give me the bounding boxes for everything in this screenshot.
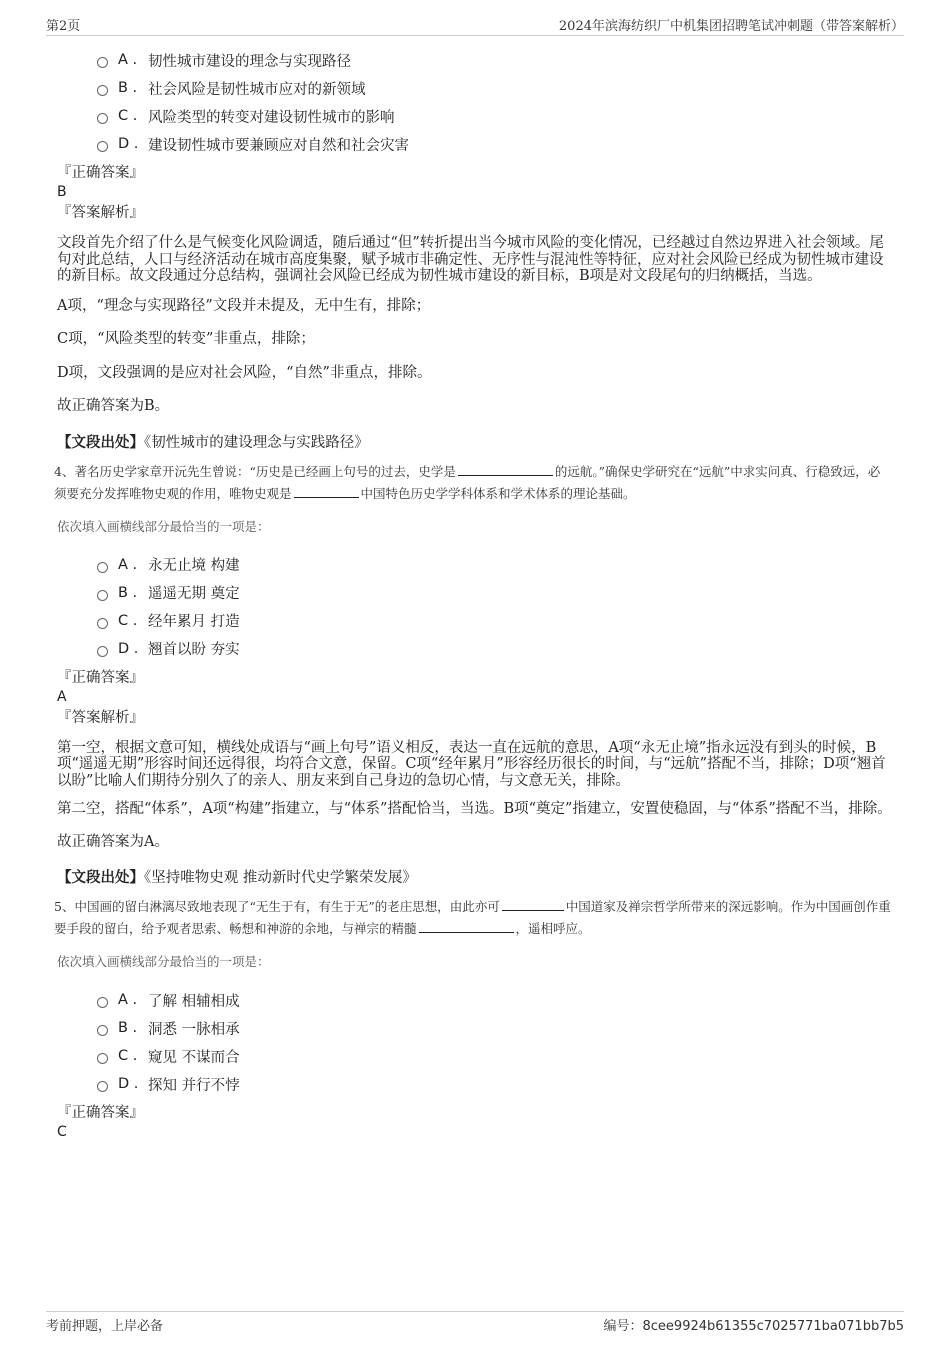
option-letter: A . — [118, 556, 138, 573]
q3-option-c[interactable] — [97, 102, 892, 130]
q4-options — [97, 551, 892, 663]
q5-blank-1 — [502, 896, 564, 911]
q4-option-d[interactable] — [97, 635, 892, 663]
option-text: 韧性城市建设的理念与实现路径 — [148, 53, 351, 70]
radio-icon[interactable] — [97, 113, 108, 124]
option-text: 翘首以盼 夯实 — [148, 642, 240, 658]
q5-answer-label: 『正确答案』 — [57, 1105, 144, 1121]
radio-icon[interactable] — [97, 562, 108, 573]
q3-answer: B — [57, 184, 67, 200]
option-letter: B . — [118, 584, 138, 601]
q5-question — [54, 896, 892, 940]
q4-text-2: 的远航。”确保史学研究在“远航”中求实问真、行稳致远，必须要充分发挥唯物史观的作用，唯物史观是 — [54, 463, 881, 501]
q5-answer: C — [57, 1124, 67, 1140]
q4-text-1: 4、著名历史学家章开沅先生曾说：“历史是已经画上句号的过去，史学是 — [54, 463, 456, 479]
q5-option-a[interactable] — [97, 986, 892, 1014]
radio-icon[interactable] — [97, 1081, 108, 1092]
q3-analysis-label: 『答案解析』 — [57, 205, 144, 221]
page-number: 第2页 — [46, 19, 81, 34]
q4-prompt: 依次填入画横线部分最恰当的一项是： — [57, 518, 270, 534]
source-title: 《坚持唯物史观 推动新时代史学繁荣发展》 — [144, 870, 417, 886]
radio-icon[interactable] — [97, 1025, 108, 1036]
q3-source — [57, 431, 892, 452]
q3-analysis-p3: C项，“风险类型的转变”非重点，排除； — [57, 331, 315, 347]
source-title: 《韧性城市的建设理念与实践路径》 — [144, 434, 369, 451]
code-value: 8cee9924b61355c7025771ba071bb7b5 — [642, 1319, 904, 1334]
option-letter: C . — [118, 1048, 138, 1064]
q4-analysis-p3: 故正确答案为A。 — [57, 833, 169, 850]
q3-analysis-p2: A项，“理念与实现路径”文段并未提及，无中生有，排除； — [57, 297, 431, 314]
q5-text-1: 5、中国画的留白淋漓尽致地表现了“无生于有，有生于无”的老庄思想，由此亦可 — [54, 899, 500, 914]
option-text: 建设韧性城市要兼顾应对自然和社会灾害 — [148, 137, 409, 154]
option-text: 了解 相辅相成 — [148, 993, 240, 1010]
q3-options — [97, 46, 892, 158]
option-text: 永无止境 构建 — [148, 558, 240, 574]
page-footer — [46, 1311, 904, 1336]
option-letter: B . — [118, 80, 138, 96]
option-text: 社会风险是韧性城市应对的新领域 — [148, 81, 366, 98]
option-text: 遥遥无期 奠定 — [148, 586, 240, 602]
q4-source — [57, 866, 892, 887]
option-text: 风险类型的转变对建设韧性城市的影响 — [148, 109, 395, 126]
radio-icon[interactable] — [97, 618, 108, 629]
q4-analysis-p2: 第二空，搭配“体系”，A项“构建”指建立，与“体系”搭配恰当，当选。B项“奠定”指建立，安置使稳固，与“体系”搭配不当，排除。 — [57, 801, 892, 817]
q3-option-d[interactable] — [97, 130, 892, 158]
q4-answer: A — [57, 688, 67, 705]
option-text: 窥见 不谋而合 — [148, 1049, 240, 1066]
radio-icon[interactable] — [97, 1053, 108, 1064]
q5-text-2: 中国道家及禅宗哲学所带来的深远影响。作为中国画创作重要手段的留白，给予观者思索、畅想和神游的余地，与禅宗的精髓 — [54, 899, 891, 936]
radio-icon[interactable] — [97, 646, 108, 657]
option-text: 探知 并行不悖 — [148, 1077, 240, 1094]
q4-option-c[interactable] — [97, 607, 892, 635]
option-letter: C . — [118, 108, 138, 124]
option-text: 经年累月 打造 — [148, 614, 240, 630]
q5-option-b[interactable] — [97, 1014, 892, 1042]
option-letter: D . — [118, 136, 139, 152]
q5-blank-2 — [419, 918, 514, 933]
source-tag: 【文段出处】 — [57, 869, 144, 886]
option-letter: D . — [118, 1076, 139, 1092]
q3-analysis-p1: 文段首先介绍了什么是气候变化风险调适，随后通过“但”转折提出当今城市风险的变化情况，已经越过自然边界进入社会领域。尾句对此总结，人口与经济活动在城市高度集聚，赋予城市非确定性、无序性与混沌性等特征，应对社会风险已经成为韧性城市建设的新目标。故文段通过分总结构，强调社会风险已经成为韧性城市建设的新目标，B项是对文段尾句的归纳概括，当选。 — [57, 235, 884, 284]
q4-option-a[interactable] — [97, 551, 892, 579]
q3-analysis-p4: D项，文段强调的是应对社会风险，“自然”非重点，排除。 — [57, 364, 432, 381]
radio-icon[interactable] — [97, 997, 108, 1008]
q5-option-d[interactable] — [97, 1070, 892, 1098]
option-letter: A . — [118, 992, 138, 1008]
q5-prompt: 依次填入画横线部分最恰当的一项是： — [57, 954, 270, 969]
q4-answer-label: 『正确答案』 — [57, 669, 144, 686]
q4-analysis-label: 『答案解析』 — [57, 709, 144, 726]
option-text: 洞悉 一脉相承 — [148, 1021, 240, 1038]
option-letter: A . — [118, 52, 138, 68]
q3-option-b[interactable] — [97, 74, 892, 102]
footer-code — [604, 1315, 905, 1334]
option-letter: B . — [118, 1020, 138, 1036]
page-header — [46, 13, 904, 36]
option-letter: C . — [118, 612, 138, 629]
q5-text-3: ，遥相呼应。 — [515, 921, 591, 936]
q5-options — [97, 986, 892, 1098]
code-label: 编号： — [603, 1319, 643, 1334]
q4-blank-2 — [294, 483, 359, 498]
q4-text-3: 中国特色历史学学科体系和学术体系的理论基础。 — [360, 485, 636, 501]
option-letter: D . — [118, 640, 139, 657]
document-title: 2024年滨海纺织厂中机集团招聘笔试冲刺题（带答案解析） — [558, 19, 904, 34]
radio-icon[interactable] — [97, 141, 108, 152]
q3-option-a[interactable] — [97, 46, 892, 74]
content — [54, 44, 892, 1142]
q4-analysis-p1: 第一空，根据文意可知，横线处成语与“画上句号”语义相反，表达一直在远航的意思，A项“永无止境”指永远没有到头的时候，B项“遥遥无期”形容时间还远得很，均符合文意，保留。C项“经年累月”形容经历很长的时间，与“远航”搭配不当，排除；D项“翘首以盼”比喻人们期待分别久了的亲人、朋友来到自己身边的急切心情，与文意无关，排除。 — [57, 739, 886, 789]
q4-option-b[interactable] — [97, 579, 892, 607]
q4-question — [54, 461, 892, 505]
radio-icon[interactable] — [97, 590, 108, 601]
q4-blank-1 — [458, 461, 553, 476]
radio-icon[interactable] — [97, 57, 108, 68]
footer-slogan: 考前押题，上岸必备 — [46, 1319, 164, 1334]
q3-answer-label: 『正确答案』 — [57, 165, 144, 181]
source-tag: 【文段出处】 — [57, 433, 144, 451]
q5-option-c[interactable] — [97, 1042, 892, 1070]
radio-icon[interactable] — [97, 85, 108, 96]
q3-analysis-p5: 故正确答案为B。 — [57, 398, 170, 414]
